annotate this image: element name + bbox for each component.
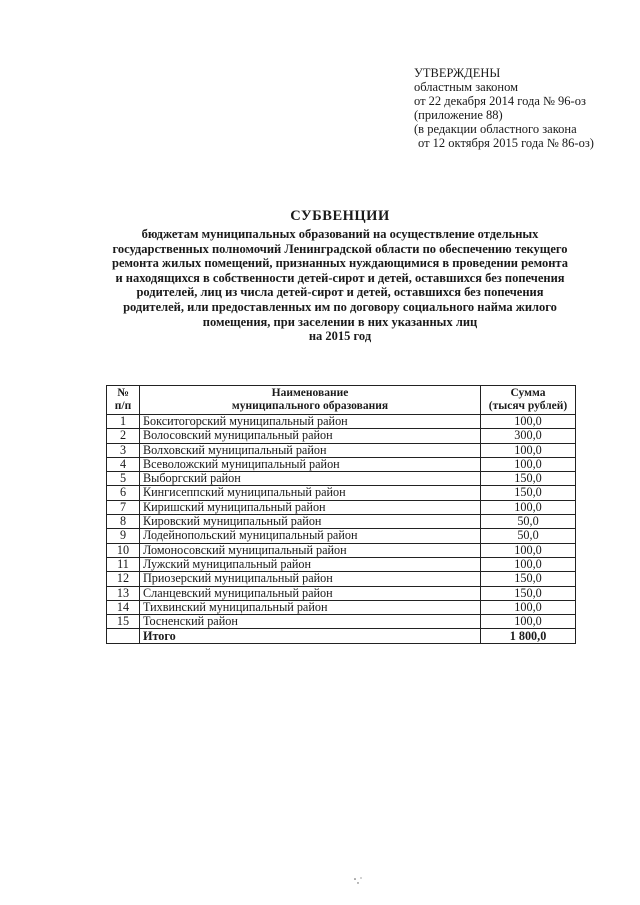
approval-law-date: от 22 декабря 2014 года № 96-оз — [414, 94, 586, 108]
title-line: помещения, при заселении в них указанных лиц — [202, 314, 478, 329]
table-row — [107, 429, 576, 443]
total-label: Итого — [140, 629, 481, 644]
header-amount: Сумма (тысяч рублей) — [481, 386, 576, 415]
subventions-table — [106, 385, 576, 644]
row-number: 15 — [107, 615, 140, 629]
title-line: бюджетам муниципальных образований на осуществление отдельных — [141, 227, 539, 241]
row-municipality: Волховский муниципальный район — [140, 443, 481, 457]
row-municipality: Сланцевский муниципальный район — [140, 586, 481, 600]
row-number: 12 — [107, 572, 140, 586]
total-amount: 1 800,0 — [481, 629, 576, 644]
table-row — [107, 586, 576, 600]
row-municipality: Ломоносовский муниципальный район — [140, 543, 481, 557]
row-number: 2 — [107, 429, 140, 443]
row-number: 8 — [107, 515, 140, 529]
row-number: 1 — [107, 415, 140, 429]
row-amount: 150,0 — [481, 586, 576, 600]
row-municipality: Тихвинский муниципальный район — [140, 600, 481, 614]
table-row — [107, 472, 576, 486]
title-year: на 2015 год — [308, 329, 372, 344]
row-amount: 100,0 — [481, 415, 576, 429]
row-municipality: Выборгский район — [140, 472, 481, 486]
document-title-description — [90, 227, 590, 344]
row-number: 4 — [107, 457, 140, 471]
row-municipality: Кировский муниципальный район — [140, 515, 481, 529]
row-amount: 300,0 — [481, 429, 576, 443]
approval-appendix: (приложение 88) — [414, 108, 503, 122]
table-row — [107, 557, 576, 571]
table-row — [107, 486, 576, 500]
table-row — [107, 529, 576, 543]
row-number: 9 — [107, 529, 140, 543]
table-row — [107, 572, 576, 586]
row-number: 6 — [107, 486, 140, 500]
row-number: 10 — [107, 543, 140, 557]
row-municipality: Тосненский район — [140, 615, 481, 629]
header-municipality: Наименование муниципального образования — [140, 386, 481, 415]
row-municipality: Приозерский муниципальный район — [140, 572, 481, 586]
row-municipality: Волосовский муниципальный район — [140, 429, 481, 443]
row-number: 7 — [107, 500, 140, 514]
table-total-row — [107, 629, 576, 644]
table-row — [107, 457, 576, 471]
approval-heading: УТВЕРЖДЕНЫ — [414, 66, 501, 80]
row-municipality: Киришский муниципальный район — [140, 500, 481, 514]
approval-law-type: областным законом — [414, 80, 519, 94]
table-row — [107, 515, 576, 529]
document-title — [90, 208, 590, 344]
row-amount: 150,0 — [481, 486, 576, 500]
row-municipality: Лодейнопольский муниципальный район — [140, 529, 481, 543]
row-amount: 150,0 — [481, 472, 576, 486]
table-body — [107, 415, 576, 644]
title-line: родителей, или предоставленных им по договору социального найма жилого — [123, 299, 557, 314]
row-amount: 100,0 — [481, 457, 576, 471]
row-amount: 100,0 — [481, 600, 576, 614]
row-amount: 50,0 — [481, 515, 576, 529]
row-municipality: Всеволожский муниципальный район — [140, 457, 481, 471]
title-line: родителей, лиц из числа детей-сирот и детей, оставшихся без попечения — [136, 285, 544, 300]
table-row — [107, 500, 576, 514]
row-amount: 100,0 — [481, 557, 576, 571]
title-line: ремонта жилых помещений, признанных нуждающимися в проведении ремонта — [112, 256, 568, 271]
row-municipality: Бокситогорский муниципальный район — [140, 415, 481, 429]
approval-stamp — [414, 66, 594, 150]
title-line: и находящихся в собственности детей-сирот и детей, оставшихся без попечения — [115, 270, 565, 285]
table-row — [107, 543, 576, 557]
row-amount: 100,0 — [481, 615, 576, 629]
total-number-cell — [107, 629, 140, 644]
approval-revision: (в редакции областного закона — [414, 122, 577, 136]
row-number: 5 — [107, 472, 140, 486]
table-row — [107, 600, 576, 614]
row-amount: 150,0 — [481, 572, 576, 586]
row-amount: 100,0 — [481, 543, 576, 557]
table-header-row — [107, 386, 576, 415]
table-row — [107, 615, 576, 629]
row-number: 11 — [107, 557, 140, 571]
scan-speck-mark — [352, 876, 366, 886]
row-municipality: Лужский муниципальный район — [140, 557, 481, 571]
approval-revision-date: от 12 октября 2015 года № 86-оз) — [418, 136, 594, 150]
row-amount: 100,0 — [481, 443, 576, 457]
row-number: 14 — [107, 600, 140, 614]
row-amount: 100,0 — [481, 500, 576, 514]
title-line: государственных полномочий Ленинградской области по обеспечению текущего — [112, 241, 568, 256]
row-amount: 50,0 — [481, 529, 576, 543]
table-row — [107, 443, 576, 457]
table-row — [107, 415, 576, 429]
document-title-main: СУБВЕНЦИИ — [290, 208, 390, 224]
row-number: 3 — [107, 443, 140, 457]
row-number: 13 — [107, 586, 140, 600]
header-number: № п/п — [107, 386, 140, 415]
row-municipality: Кингисеппский муниципальный район — [140, 486, 481, 500]
